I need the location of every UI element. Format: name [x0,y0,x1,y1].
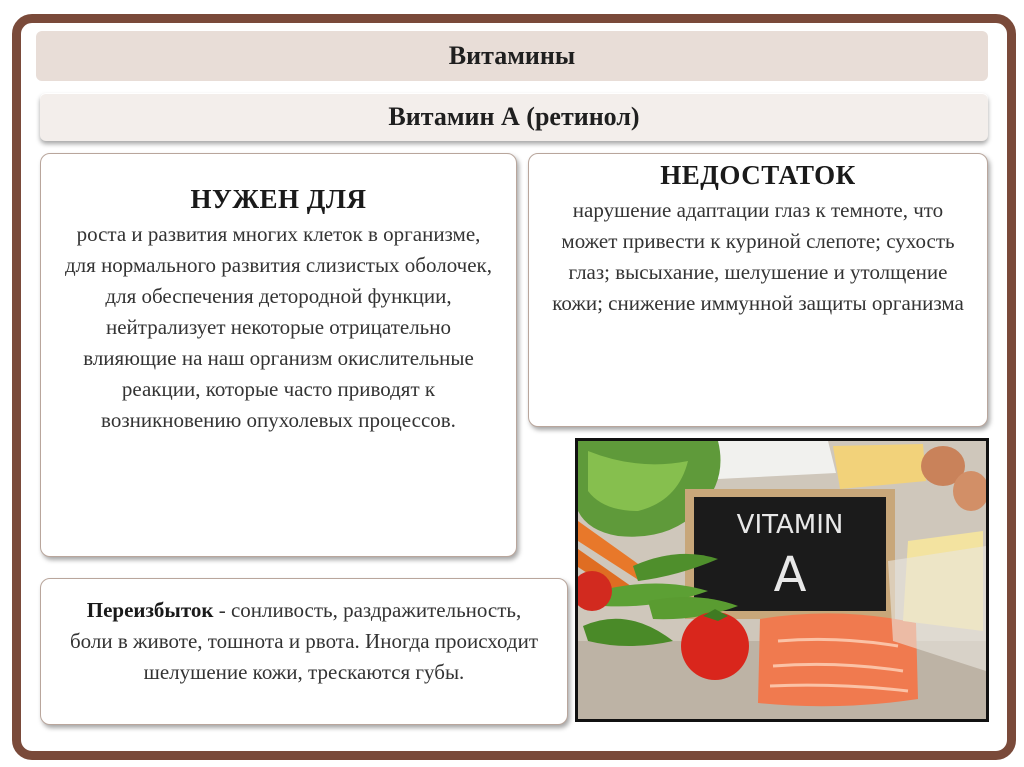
board-word: VITAMIN [736,510,844,540]
cheese-wedge [833,444,926,489]
slide-title [36,31,988,81]
slide-subtitle [40,93,988,141]
excess-paragraph [65,595,543,688]
need-heading: НУЖЕН ДЛЯ [190,184,367,214]
food-illustration [578,441,986,719]
deficiency-heading: НЕДОСТАТОК [660,160,856,190]
deficiency-text: нарушение адаптации глаз к темноте, что может привести к куриной слепоте; сухость глаз; высыхание, шелушение и утолщение кожи; снижение иммунной защиты организма [552,198,964,315]
need-card [40,153,517,557]
tomato [681,612,749,680]
excess-term: Переизбыток [86,598,214,622]
excess-card [40,578,568,725]
vitamin-a-food-photo [575,438,989,722]
milk-jug [718,441,836,479]
slide-title-text: Витамины [448,41,576,70]
excess-text: - сонливость, раздражительность, боли в животе, тошнота и рвота. Иногда происходит шелушение кожи, трескаются губы. [70,598,538,684]
slide-subtitle-text: Витамин А (ретинол) [388,102,640,131]
board-letter: A [773,547,807,603]
deficiency-card [528,153,988,427]
need-text: роста и развития многих клеток в организме, для нормального развития слизистых оболочек, для обеспечения детородной функции, нейтрализует некоторые отрицательно влияющие на наш организм окислительные реакции, которые часто приводят к возникновению опухолевых процессов. [65,222,492,432]
